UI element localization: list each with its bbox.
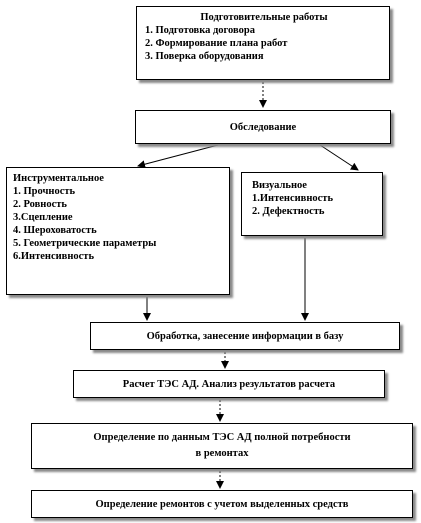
- arrow-survey-to-visual: [320, 145, 358, 170]
- visual-box: [241, 172, 383, 236]
- prep-item: 2. Формирование плана работ: [145, 38, 288, 49]
- prep-works-title: Подготовительные работы: [200, 12, 328, 23]
- survey-title: Обследование: [229, 122, 297, 133]
- repairs-text: Определение ремонтов с учетом выделенных средств: [95, 499, 349, 510]
- need-line-1: Определение по данным ТЭС АД полной потребности: [93, 432, 351, 443]
- prep-item: 3. Поверка оборудования: [145, 51, 264, 62]
- processing-text: Обработка, занесение информации в базу: [146, 331, 344, 342]
- prep-item: 1. Подготовка договора: [145, 25, 255, 36]
- instrumental-item: 4. Шероховатость: [13, 225, 97, 236]
- instrumental-item: 5. Геометрические параметры: [13, 238, 157, 249]
- arrow-survey-to-instrumental: [138, 145, 218, 166]
- survey-box: [135, 110, 391, 144]
- repairs-box: [31, 490, 413, 518]
- instrumental-item: 6.Интенсивность: [13, 251, 95, 262]
- instrumental-item: 3.Сцепление: [13, 212, 73, 223]
- need-box: [31, 423, 413, 469]
- visual-item: 2. Дефектность: [252, 206, 325, 217]
- visual-title: Визуальное: [252, 180, 307, 191]
- need-line-2: в ремонтах: [195, 448, 249, 459]
- instrumental-item: 1. Прочность: [13, 186, 76, 197]
- visual-item: 1.Интенсивность: [252, 193, 334, 204]
- instrumental-item: 2. Ровность: [13, 199, 67, 210]
- instrumental-title: Инструментальное: [13, 173, 104, 184]
- prep-works-box: [136, 6, 390, 80]
- calculation-box: [73, 370, 385, 398]
- calculation-text: Расчет ТЭС АД. Анализ результатов расчета: [122, 379, 336, 390]
- instrumental-box: [6, 167, 230, 295]
- processing-box: [90, 322, 400, 350]
